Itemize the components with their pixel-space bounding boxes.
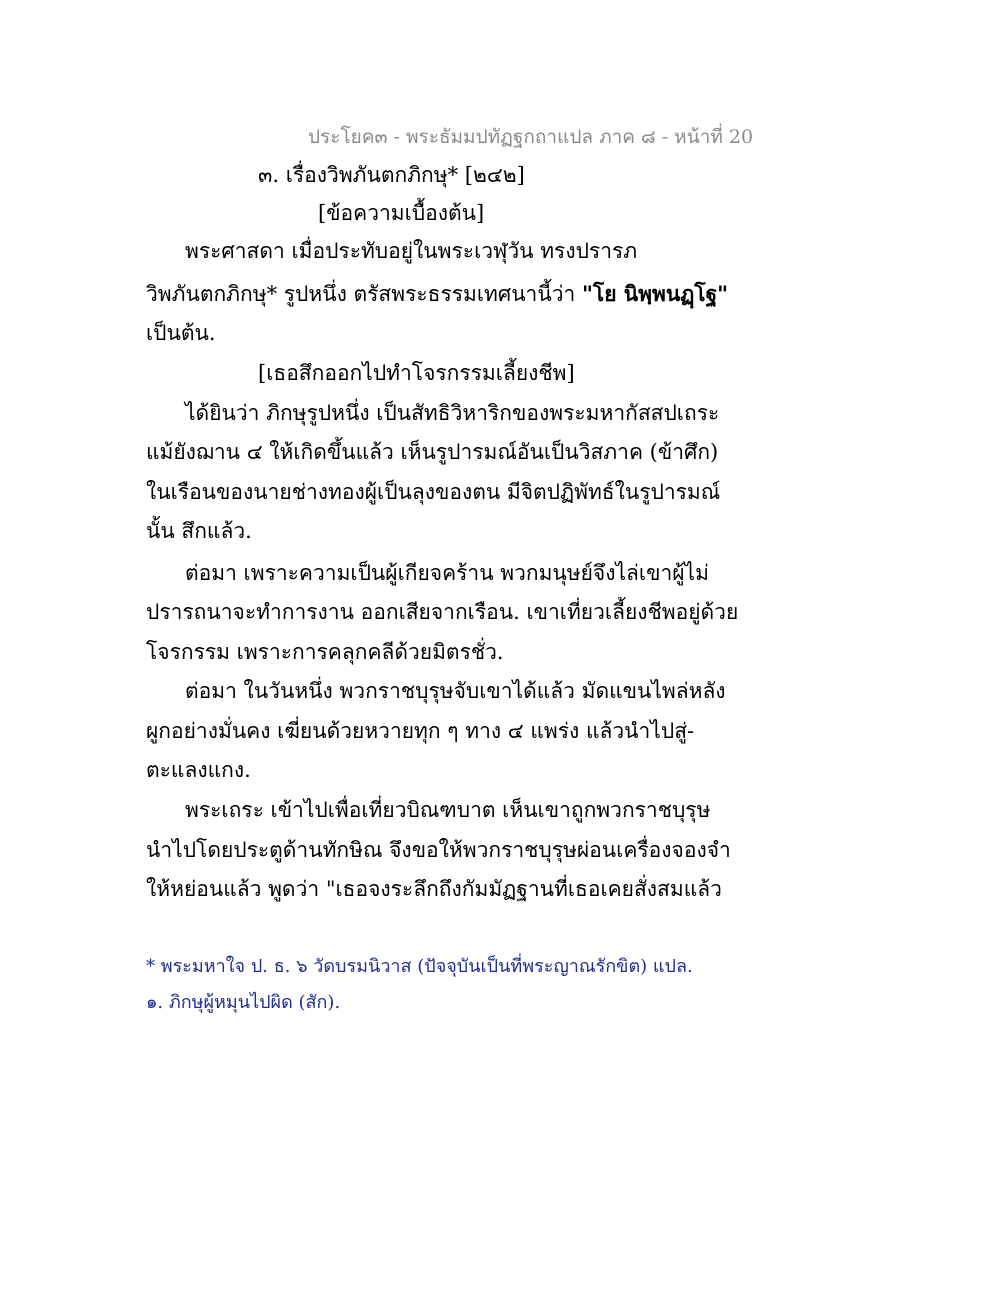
paragraph-line: ต่อมา เพราะความเป็นผู้เกียจคร้าน พวกมนุษย์จึงไล่เขาผู้ไม่ <box>185 561 709 585</box>
story-title: ๓. เรื่องวิพภันตกภิกษุ* [๒๔๒] <box>258 163 525 187</box>
subheading-intro: [ข้อความเบื้องต้น] <box>318 201 485 225</box>
intro-text: วิพภันตกภิกษุ* รูปหนึ่ง ตรัสพระธรรมเทศนานี้ว่า <box>146 282 582 306</box>
paragraph-line: นั้น สึกแล้ว. <box>146 519 252 543</box>
subheading-story: [เธอสึกออกไปทำโจรกรรมเลี้ยงชีพ] <box>258 361 575 385</box>
footnote: ๑. ภิกษุผู้หมุนไปผิด (สัก). <box>146 992 341 1013</box>
paragraph-line: พระเถระ เข้าไปเพื่อเที่ยวบิณฑบาต เห็นเขาถูกพวกราชบุรุษ <box>185 798 711 822</box>
paragraph-line: โจรกรรม เพราะการคลุกคลีด้วยมิตรชั่ว. <box>146 640 504 664</box>
pali-quote: "โย นิพฺพนฏฺโฐ" <box>581 281 729 306</box>
paragraph-line: แม้ยังฌาน ๔ ให้เกิดขึ้นแล้ว เห็นรูปารมณ์อันเป็นวิสภาค (ข้าศึก) <box>146 440 719 464</box>
paragraph-line: ปรารถนาจะทำการงาน ออกเสียจากเรือน. เขาเที่ยวเลี้ยงชีพอยู่ด้วย <box>146 600 739 624</box>
paragraph-line: ต่อมา ในวันหนึ่ง พวกราชบุรุษจับเขาได้แล้ว มัดแขนไพล่หลัง <box>185 679 726 703</box>
page-header: ประโยค๓ - พระธัมมปทัฏฐกถาแปล ภาค ๘ - หน้าที่ 20 <box>308 126 754 148</box>
paragraph-line: ได้ยินว่า ภิกษุรูปหนึ่ง เป็นสัทธิวิหาริกของพระมหากัสสปเถระ <box>185 401 720 425</box>
intro-line <box>146 279 728 309</box>
intro-line: พระศาสดา เมื่อประทับอยู่ในพระเวฬุวัน ทรงปรารภ <box>185 239 638 263</box>
intro-line: เป็นต้น. <box>146 321 216 345</box>
paragraph-line: ในเรือนของนายช่างทองผู้เป็นลุงของตน มีจิตปฏิพัทธ์ในรูปารมณ์ <box>146 480 721 504</box>
paragraph-line: ผูกอย่างมั่นคง เฆี่ยนด้วยหวายทุก ๆ ทาง ๔ แพร่ง แล้วนำไปสู่- <box>146 719 695 743</box>
paragraph-line: ตะแลงแกง. <box>146 758 251 782</box>
paragraph-line: นำไปโดยประตูด้านทักษิณ จึงขอให้พวกราชบุรุษผ่อนเครื่องจองจำ <box>146 838 731 862</box>
paragraph-line: ให้หย่อนแล้ว พูดว่า "เธอจงระลึกถึงกัมมัฏฐานที่เธอเคยสั่งสมแล้ว <box>146 877 722 901</box>
footnote: * พระมหาใจ ป. ธ. ๖ วัดบรมนิวาส (ปัจจุบันเป็นที่พระญาณรักขิต) แปล. <box>146 956 693 977</box>
